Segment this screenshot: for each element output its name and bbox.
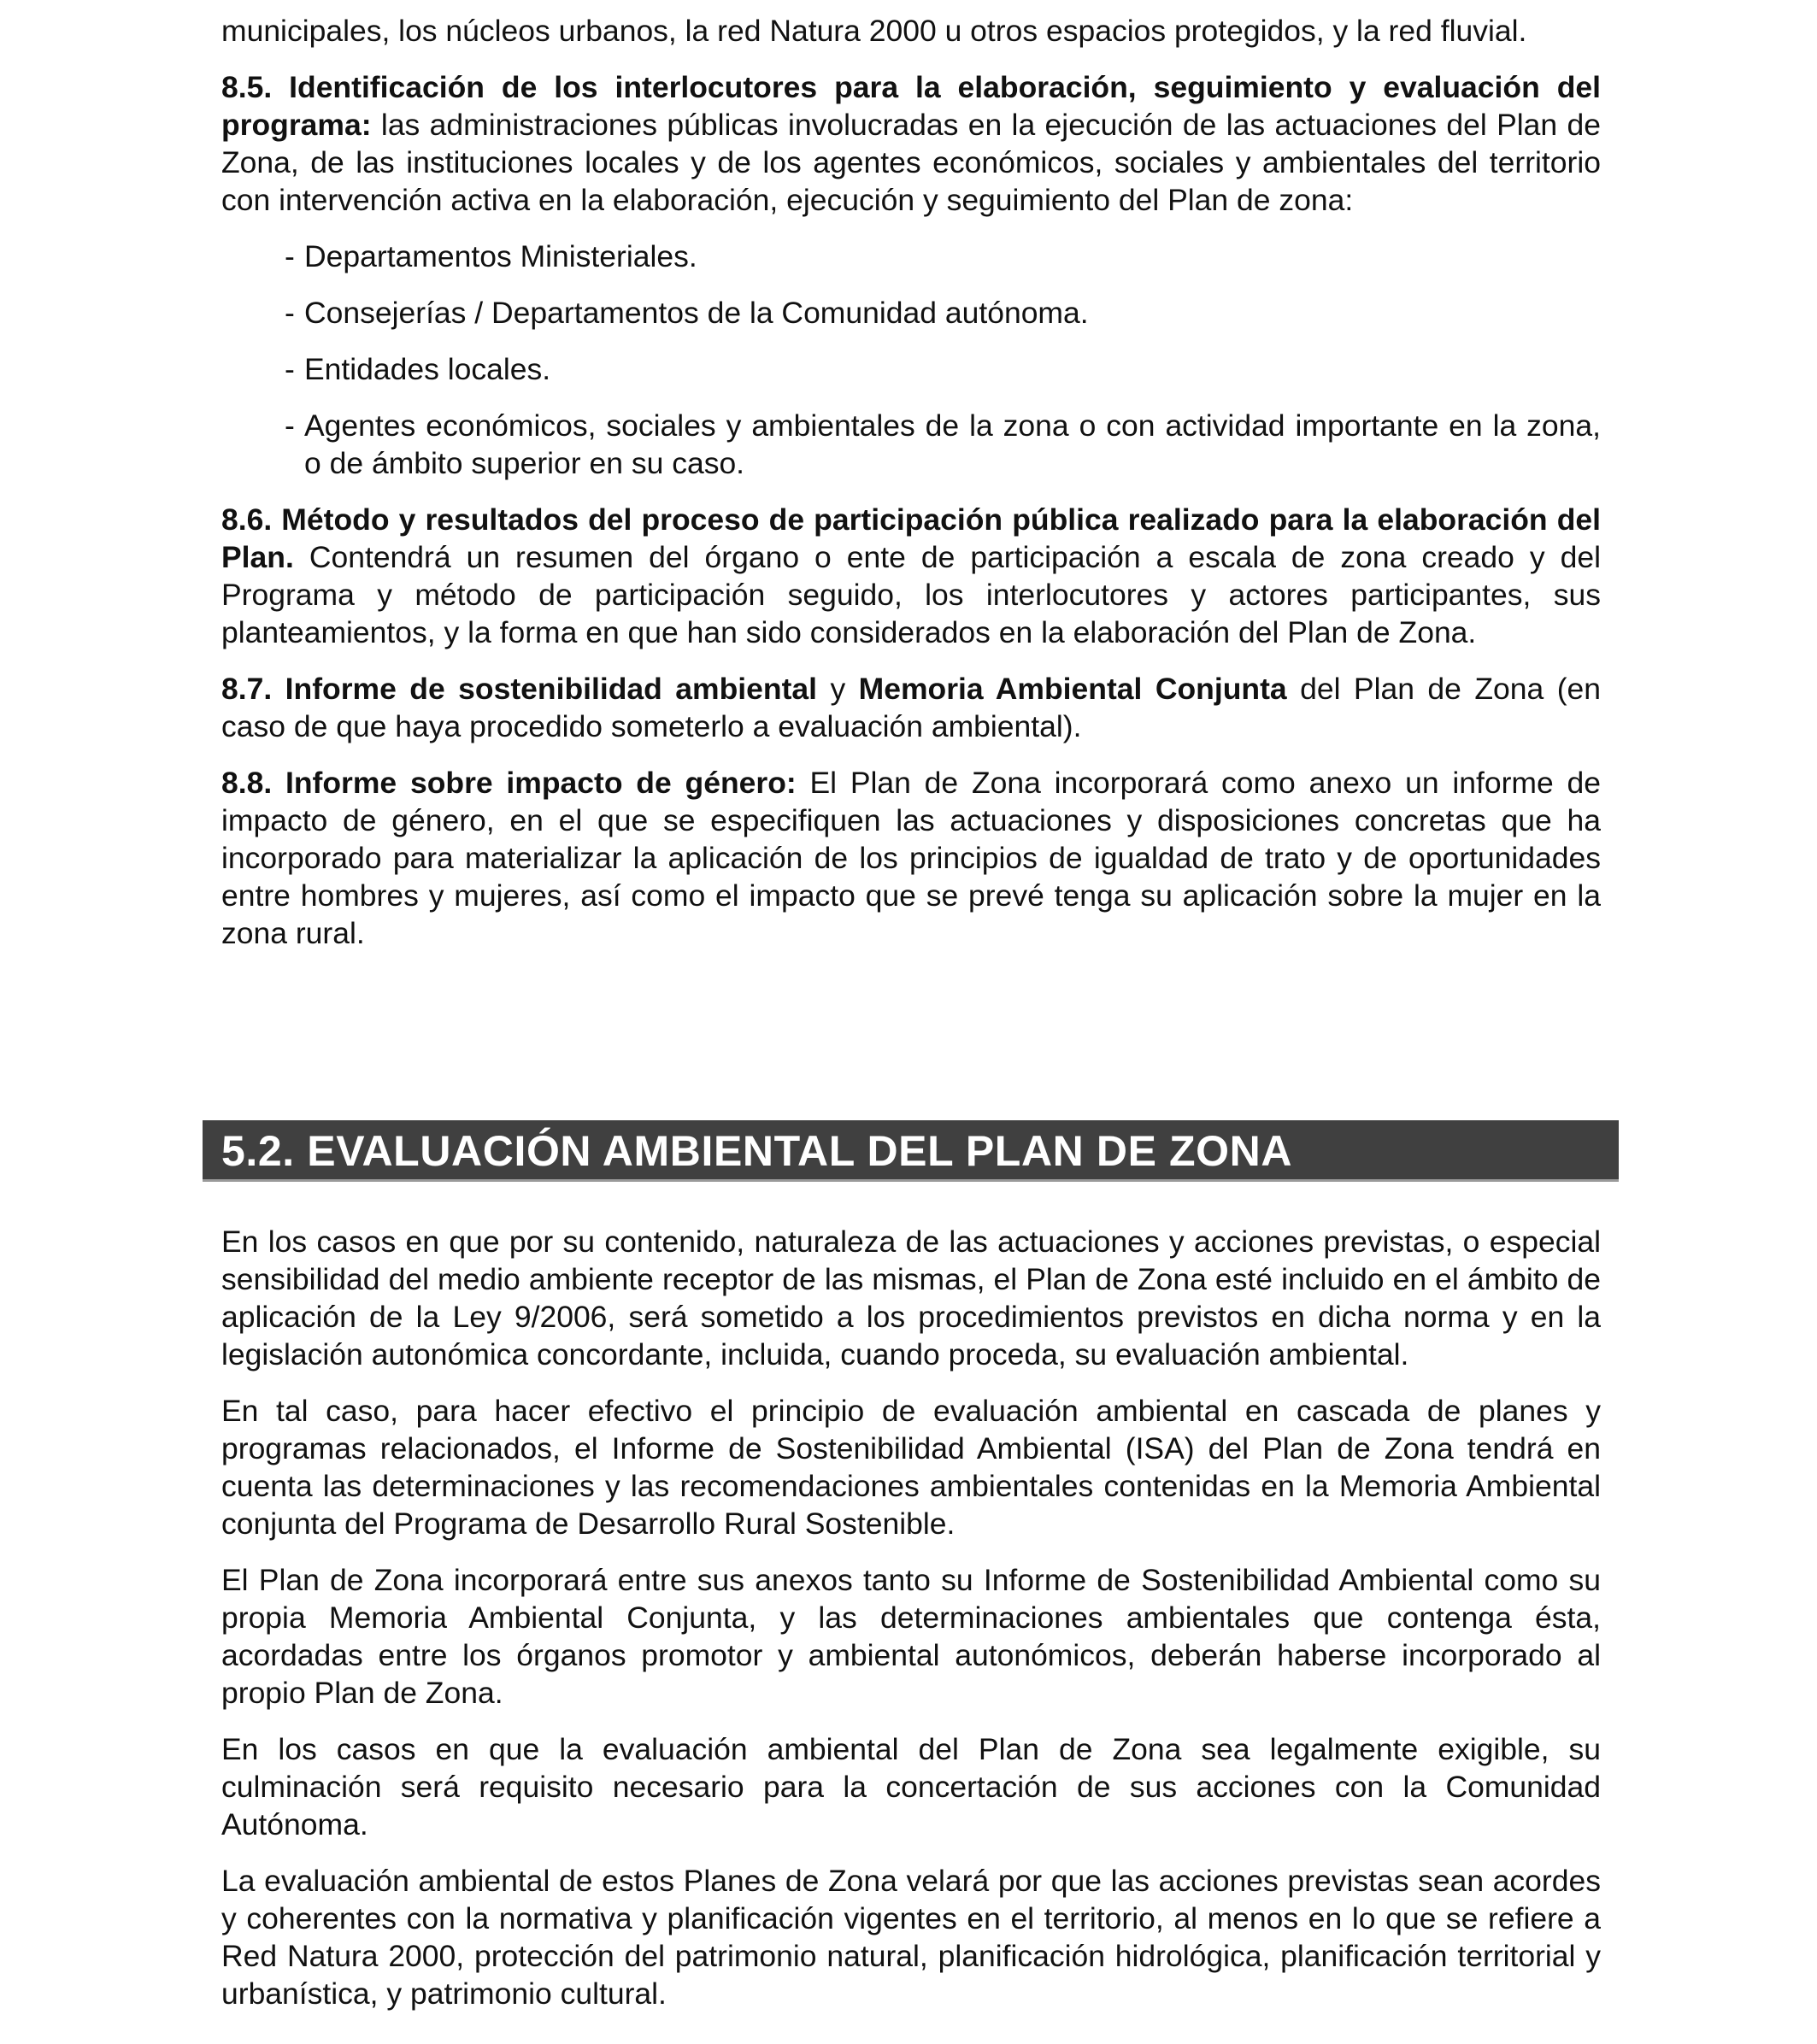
- document-body-lower: [221, 1223, 1601, 2012]
- body-paragraph: En los casos en que por su contenido, naturaleza de las actuaciones y acciones previstas, o especial sensibilidad del medio ambiente receptor de las mismas, el Plan de Zona esté incluido en el ámbito de aplicación de la Ley 9/2006, será sometido a los procedimientos previstos en dicha norma y en la legislación autonómica concordante, incluida, cuando proceda, su evaluación ambiental.: [221, 1225, 1601, 1371]
- intro-paragraph: [221, 12, 1601, 50]
- section-8-8-text: El Plan de Zona incorporará como anexo un informe de impacto de género, en el que se especifiquen las actuaciones y disposiciones concretas que ha incorporado para materializar la aplicación de los principios de igualdad de trato y de oportunidades entre hombres y mujeres, así como el impacto que se prevé tenga su aplicación sobre la mujer en la zona rural.: [221, 766, 1602, 950]
- list-dash: -: [285, 408, 295, 443]
- list-dash: -: [285, 296, 295, 330]
- section-8-6-heading: 8.6. Método y resultados del proceso de participación pública realizado para la elaboración del Plan.: [221, 502, 1601, 574]
- body-paragraph: En tal caso, para hacer efectivo el principio de evaluación ambiental en cascada de planes y programas relacionados, el Informe de Sostenibilidad Ambiental (ISA) del Plan de Zona tendrá en cuenta las determinaciones y las recomendaciones ambientales contenidas en la Memoria Ambiental conjunta del Programa de Desarrollo Rural Sostenible.: [221, 1394, 1601, 1541]
- interlocutors-list: [221, 238, 1601, 482]
- section-8-7-paragraph: [221, 670, 1601, 745]
- list-dash: -: [285, 239, 295, 273]
- section-8-8-heading: 8.8. Informe sobre impacto de género:: [221, 766, 797, 800]
- section-8-8-paragraph: [221, 764, 1601, 952]
- section-8-5-paragraph: [221, 68, 1601, 219]
- section-8-6-text: Contendrá un resumen del órgano o ente de participación a escala de zona creado y del Programa y método de participación seguido, los interlocutores y actores participantes, sus planteamientos, y la forma en que han sido considerados en la elaboración del Plan de Zona.: [221, 540, 1601, 649]
- section-8-5-heading: 8.5. Identificación de los interlocutores para la elaboración, seguimiento y evaluación del programa:: [221, 70, 1601, 142]
- section-8-7-connector: y: [817, 672, 859, 706]
- list-item: [221, 407, 1601, 482]
- list-item-text: Entidades locales.: [304, 352, 551, 386]
- intro-text: municipales, los núcleos urbanos, la red Natura 2000 u otros espacios protegidos, y la red fluvial.: [221, 14, 1527, 48]
- section-8-6-paragraph: [221, 501, 1601, 651]
- body-paragraph: El Plan de Zona incorporará entre sus anexos tanto su Informe de Sostenibilidad Ambiental como su propia Memoria Ambiental Conjunta, y las determinaciones ambientales que contenga ésta, acordadas entre los órganos promotor y ambiental autonómicos, deberán haberse incorporado al propio Plan de Zona.: [221, 1563, 1601, 1710]
- list-item: [221, 238, 1601, 275]
- body-paragraph: En los casos en que la evaluación ambiental del Plan de Zona sea legalmente exigible, su culminación será requisito necesario para la concertación de sus acciones con la Comunidad Autónoma.: [221, 1732, 1601, 1841]
- section-8-5-text: las administraciones públicas involucradas en la ejecución de las actuaciones del Plan de Zona, de las instituciones locales y de los agentes económicos, sociales y ambientales del territorio con intervención activa en la elaboración, ejecución y seguimiento del Plan de zona:: [221, 108, 1601, 217]
- body-paragraph: La evaluación ambiental de estos Planes de Zona velará por que las acciones previstas sean acordes y coherentes con la normativa y planificación vigentes en el territorio, al menos en lo que se refiere a Red Natura 2000, protección del patrimonio natural, planificación hidrológica, planificación territorial y urbanística, y patrimonio cultural.: [221, 1864, 1601, 2011]
- section-8-7-heading: 8.7. Informe de sostenibilidad ambiental: [221, 672, 817, 706]
- list-item-text: Consejerías / Departamentos de la Comunidad autónoma.: [304, 296, 1089, 330]
- section-8-7-heading-2: Memoria Ambiental Conjunta: [858, 672, 1287, 706]
- list-item-text: Departamentos Ministeriales.: [304, 239, 697, 273]
- document-body-upper: [221, 12, 1601, 952]
- section-heading-bar: [203, 1120, 1619, 1182]
- section-8-7-text: del Plan de Zona (en caso de que haya procedido someterlo a evaluación ambiental).: [221, 672, 1602, 743]
- list-dash: -: [285, 352, 295, 386]
- list-item: [221, 294, 1601, 332]
- section-title: 5.2. EVALUACIÓN AMBIENTAL DEL PLAN DE ZONA: [221, 1127, 1293, 1175]
- list-item-text: Agentes económicos, sociales y ambientales de la zona o con actividad importante en la zona, o de ámbito superior en su caso.: [304, 408, 1601, 480]
- list-item: [221, 350, 1601, 388]
